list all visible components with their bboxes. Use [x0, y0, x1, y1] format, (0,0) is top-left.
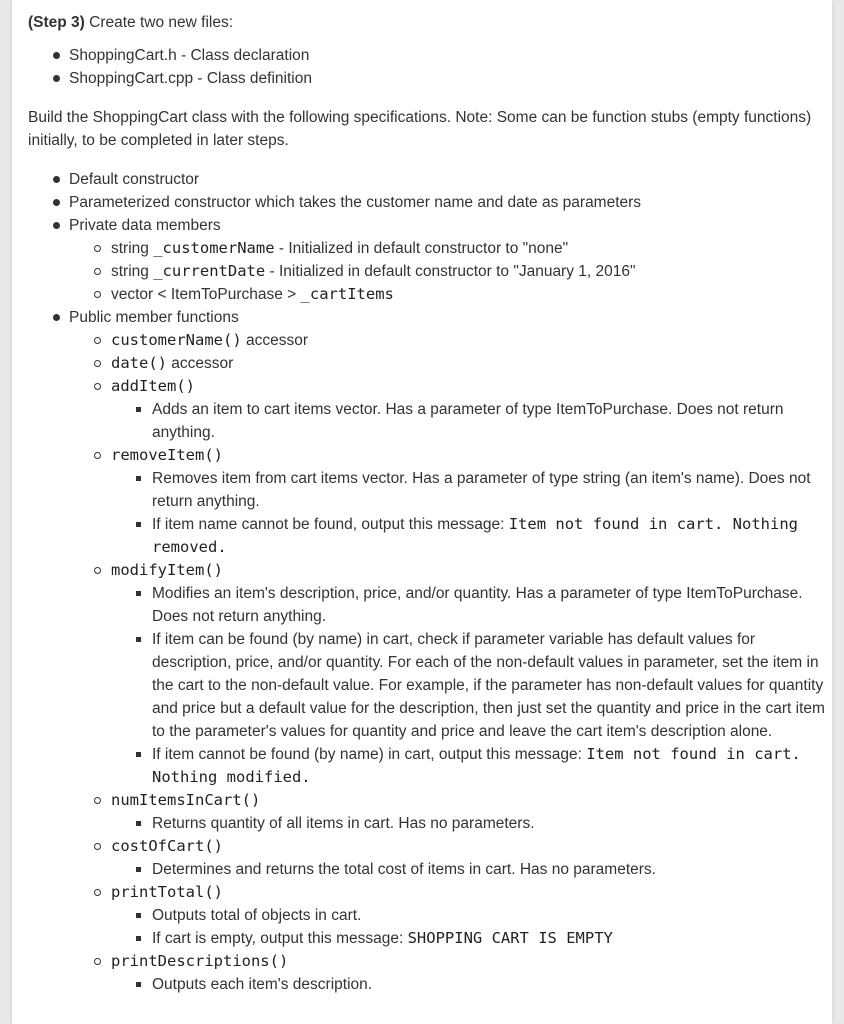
- code-text: _cartItems: [300, 285, 394, 303]
- list-item: Modifies an item's description, price, and/or quantity. Has a parameter of type ItemToPurchase. Does not return anything.: [28, 582, 828, 628]
- description-text: accessor: [167, 355, 234, 372]
- description-text: If item cannot be found (by name) in cart, output this message:: [152, 746, 587, 763]
- list-item: [28, 743, 828, 789]
- code-text: numItemsInCart(): [111, 791, 261, 809]
- list-item: Returns quantity of all items in cart. Has no parameters.: [28, 812, 828, 835]
- code-text: _currentDate: [153, 262, 266, 280]
- type-text: vector < ItemToPurchase >: [111, 286, 301, 303]
- description-text: accessor: [241, 332, 308, 349]
- description-text: If item name cannot be found, output this message:: [152, 516, 509, 533]
- list-item: Outputs total of objects in cart.: [28, 904, 828, 927]
- step-label: (Step 3): [28, 14, 85, 31]
- list-item: [28, 329, 828, 352]
- type-text: string: [111, 240, 154, 257]
- list-item: [28, 260, 828, 283]
- description-text: If cart is empty, output this message:: [152, 930, 408, 947]
- spec-list: [28, 168, 828, 996]
- description-text: - Initialized in default constructor to "none": [274, 240, 569, 257]
- list-item: Adds an item to cart items vector. Has a parameter of type ItemToPurchase. Does not return anything.: [28, 398, 828, 444]
- list-item: [28, 352, 828, 375]
- code-text: modifyItem(): [111, 561, 223, 579]
- code-text: _customerName: [153, 239, 275, 257]
- code-text: removeItem(): [111, 446, 223, 464]
- list-item: [28, 444, 828, 467]
- description-text: - Initialized in default constructor to "January 1, 2016": [265, 263, 636, 280]
- code-text: printTotal(): [111, 883, 223, 901]
- list-item: Determines and returns the total cost of items in cart. Has no parameters.: [28, 858, 828, 881]
- list-item: Public member functions: [28, 306, 828, 329]
- code-text: Item not found in cart. Nothing modified.: [152, 745, 801, 786]
- code-text: Item not found in cart. Nothing removed.: [152, 515, 799, 556]
- file-list: [28, 44, 828, 90]
- list-item: If item can be found (by name) in cart, check if parameter variable has default values for description, price, and/or quantity. For each of the non-default values in parameter, set the item in the cart to the non-default value. For example, if the parameter has non-default values for quantity and price but a default value for the description, then just set the quantity and price in the cart item to the parameter's values for quantity and price and leave the cart item's description alone.: [28, 628, 828, 743]
- list-item: [28, 375, 828, 398]
- list-item: [28, 789, 828, 812]
- list-item: ShoppingCart.cpp - Class definition: [28, 67, 828, 90]
- list-item: Default constructor: [28, 168, 828, 191]
- code-text: customerName(): [111, 331, 242, 349]
- step-heading: [28, 11, 828, 34]
- list-item: [28, 513, 828, 559]
- list-item: [28, 881, 828, 904]
- intro-paragraph: Build the ShoppingCart class with the following specifications. Note: Some can be function stubs (empty functions) initially, to be completed in later steps.: [28, 109, 812, 149]
- list-item: Removes item from cart items vector. Has a parameter of type string (an item's name). Does not return anything.: [28, 467, 828, 513]
- code-text: printDescriptions(): [111, 952, 289, 970]
- document-content: [28, 0, 828, 996]
- code-text: SHOPPING CART IS EMPTY: [407, 929, 613, 947]
- step-text: Create two new files:: [84, 14, 234, 31]
- list-item: [28, 835, 828, 858]
- list-item: [28, 283, 828, 306]
- code-text: date(): [111, 354, 167, 372]
- type-text: string: [111, 263, 154, 280]
- list-item: [28, 237, 828, 260]
- list-item: Outputs each item's description.: [28, 973, 828, 996]
- list-item: ShoppingCart.h - Class declaration: [28, 44, 828, 67]
- code-text: addItem(): [111, 377, 195, 395]
- list-item: [28, 559, 828, 582]
- code-text: costOfCart(): [111, 837, 223, 855]
- list-item: Parameterized constructor which takes the customer name and date as parameters: [28, 191, 828, 214]
- list-item: Private data members: [28, 214, 828, 237]
- document-page: [12, 0, 832, 1024]
- list-item: [28, 950, 828, 973]
- list-item: [28, 927, 828, 950]
